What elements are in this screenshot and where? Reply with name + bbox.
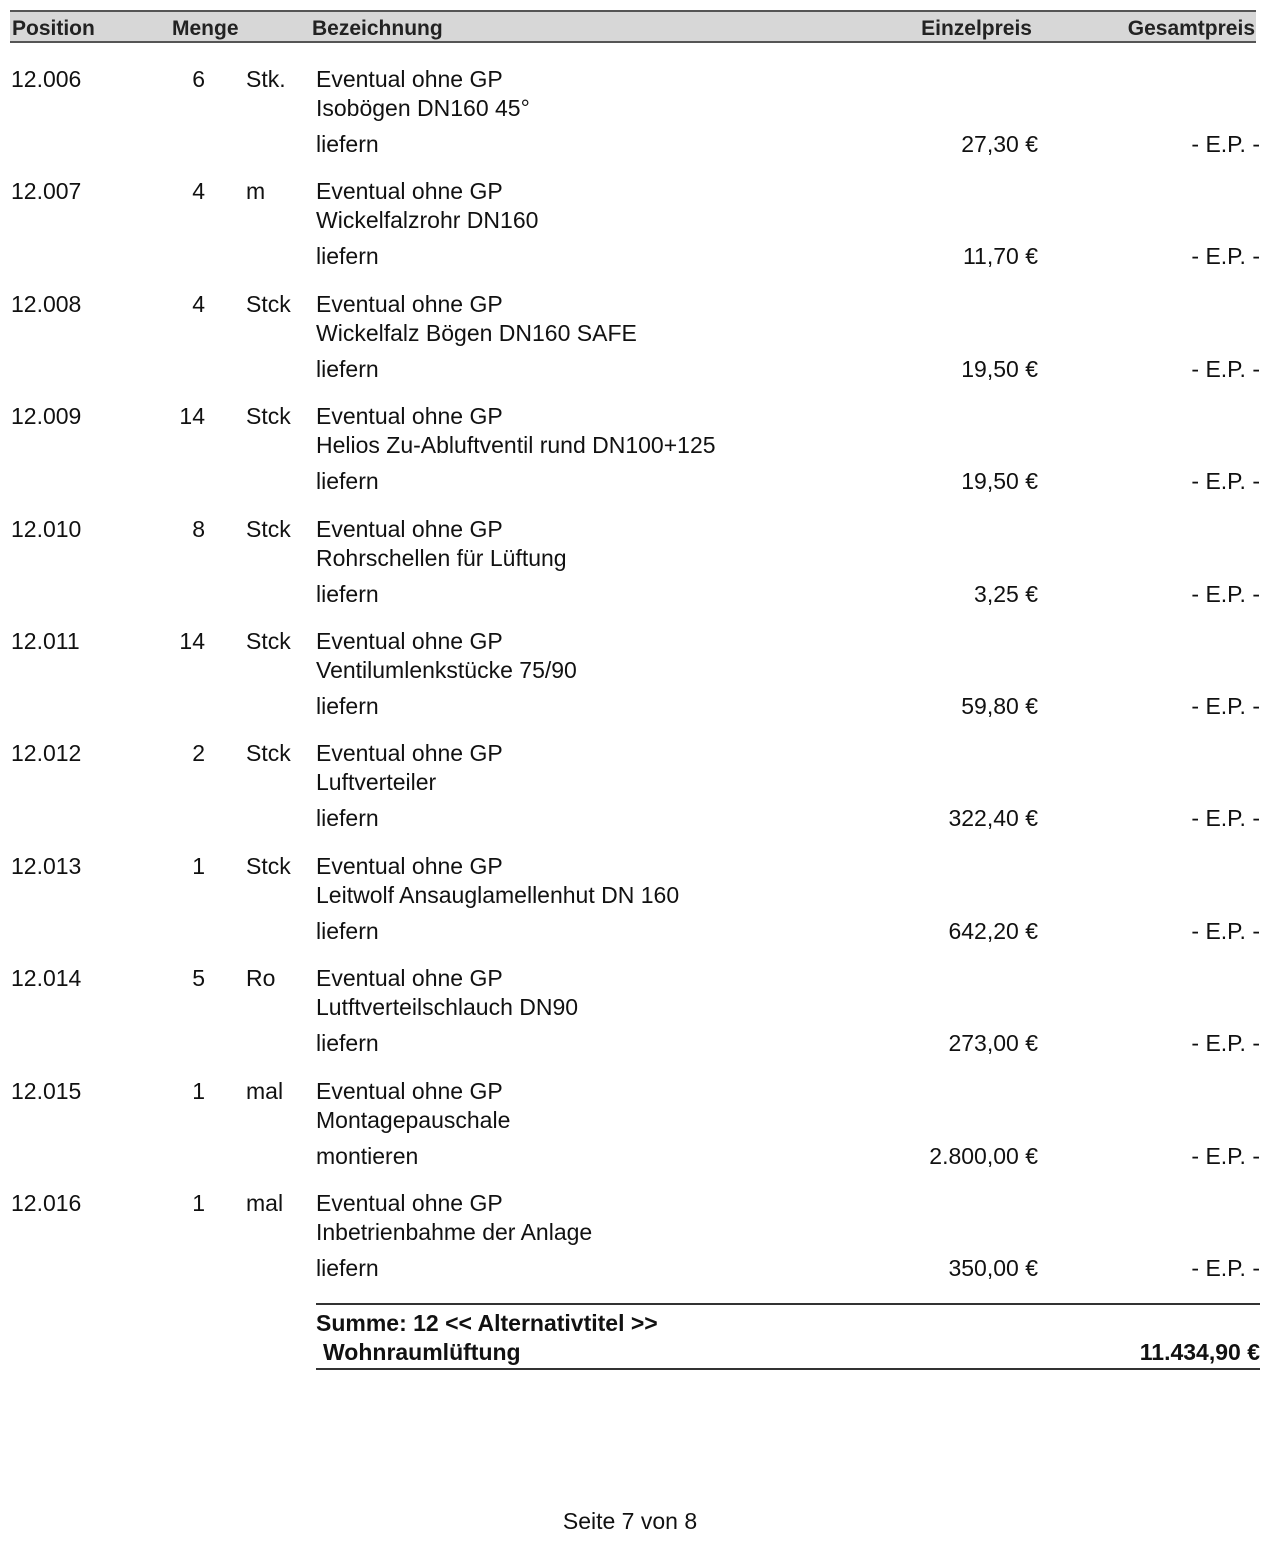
table-row bbox=[0, 514, 1280, 626]
summary-label: Summe: 12 << Alternativtitel >> bbox=[316, 1310, 658, 1336]
unit-price: 322,40 € bbox=[948, 805, 1038, 832]
items-list bbox=[0, 64, 1280, 1300]
description-action: liefern bbox=[316, 917, 379, 944]
summary-rule-top bbox=[316, 1303, 1260, 1305]
description-line-1: Eventual ohne GP bbox=[316, 178, 503, 205]
total-price: - E.P. - bbox=[1191, 1142, 1260, 1169]
total-price: - E.P. - bbox=[1191, 692, 1260, 719]
table-row bbox=[0, 738, 1280, 850]
description-line-1: Eventual ohne GP bbox=[316, 1077, 503, 1104]
quantity: 14 bbox=[179, 627, 205, 654]
quantity: 5 bbox=[192, 965, 205, 992]
quantity: 1 bbox=[192, 1077, 205, 1104]
header-menge: Menge bbox=[172, 17, 239, 40]
description-line-2: Montagepauschale bbox=[316, 1106, 511, 1133]
unit: Stck bbox=[246, 515, 291, 542]
description-line-2: Isobögen DN160 45° bbox=[316, 95, 530, 121]
table-row bbox=[0, 64, 1280, 176]
description-action: liefern bbox=[316, 1254, 379, 1281]
total-price: - E.P. - bbox=[1191, 580, 1260, 607]
unit-price: 642,20 € bbox=[948, 917, 1038, 944]
description-line-2: Inbetrienbahme der Anlage bbox=[316, 1218, 593, 1245]
description-line-2: Lutftverteilschlauch DN90 bbox=[316, 994, 579, 1021]
description-action: liefern bbox=[316, 131, 379, 157]
summary-total: 11.434,90 € bbox=[1139, 1339, 1260, 1365]
position-number: 12.011 bbox=[11, 627, 80, 654]
unit: Stck bbox=[246, 403, 291, 430]
description-line-2: Rohrschellen für Lüftung bbox=[316, 544, 567, 571]
unit-price: 350,00 € bbox=[948, 1254, 1038, 1281]
unit-price: 273,00 € bbox=[948, 1030, 1038, 1057]
unit: mal bbox=[246, 1077, 284, 1104]
description-line-1: Eventual ohne GP bbox=[316, 290, 503, 317]
unit: mal bbox=[246, 1189, 284, 1216]
total-price: - E.P. - bbox=[1191, 805, 1260, 832]
unit: Stck bbox=[246, 740, 291, 767]
header-einzelpreis: Einzelpreis bbox=[921, 17, 1032, 40]
quantity: 14 bbox=[179, 403, 205, 430]
unit-price: 19,50 € bbox=[961, 355, 1038, 382]
page-number: Seite 7 von 8 bbox=[562, 1508, 698, 1534]
total-price: - E.P. - bbox=[1191, 355, 1260, 382]
table-row bbox=[0, 1188, 1280, 1300]
header-position: Position bbox=[12, 17, 95, 40]
position-number: 12.013 bbox=[11, 852, 82, 879]
description-line-1: Eventual ohne GP bbox=[316, 965, 503, 992]
description-line-1: Eventual ohne GP bbox=[316, 1189, 503, 1216]
unit-price: 11,70 € bbox=[962, 243, 1038, 270]
quantity: 4 bbox=[192, 290, 205, 317]
table-row bbox=[0, 1076, 1280, 1188]
total-price: - E.P. - bbox=[1191, 243, 1260, 270]
description-line-2: Wickelfalzrohr DN160 bbox=[316, 207, 539, 234]
total-price: - E.P. - bbox=[1191, 131, 1260, 157]
total-price: - E.P. - bbox=[1191, 917, 1260, 944]
table-row bbox=[0, 851, 1280, 963]
unit-price: 59,80 € bbox=[961, 692, 1038, 719]
quantity: 1 bbox=[192, 852, 205, 879]
description-action: liefern bbox=[316, 355, 379, 382]
unit: Stck bbox=[246, 852, 291, 879]
summary-title: Wohnraumlüftung bbox=[323, 1339, 521, 1365]
total-price: - E.P. - bbox=[1191, 468, 1260, 495]
header-bezeichnung: Bezeichnung bbox=[312, 17, 443, 40]
description-action: liefern bbox=[316, 580, 379, 607]
unit: Ro bbox=[246, 965, 276, 992]
description-line-2: Helios Zu-Abluftventil rund DN100+125 bbox=[316, 432, 716, 459]
table-row bbox=[0, 176, 1280, 288]
description-action: liefern bbox=[316, 692, 379, 719]
table-header bbox=[10, 10, 1256, 43]
unit-price: 2.800,00 € bbox=[929, 1142, 1038, 1169]
description-action: montieren bbox=[316, 1142, 419, 1169]
quantity: 8 bbox=[192, 515, 205, 542]
header-gesamtpreis: Gesamtpreis bbox=[1127, 17, 1255, 40]
description-line-1: Eventual ohne GP bbox=[316, 852, 503, 879]
description-line-1: Eventual ohne GP bbox=[316, 740, 503, 767]
summary-rule-bottom bbox=[316, 1368, 1260, 1370]
unit-price: 27,30 € bbox=[961, 131, 1038, 157]
position-number: 12.015 bbox=[11, 1077, 82, 1104]
table-row bbox=[0, 963, 1280, 1075]
total-price: - E.P. - bbox=[1191, 1030, 1260, 1057]
table-row bbox=[0, 626, 1280, 738]
description-action: liefern bbox=[316, 243, 379, 270]
position-number: 12.007 bbox=[11, 178, 82, 205]
description-line-2: Ventilumlenkstücke 75/90 bbox=[316, 656, 577, 683]
quantity: 2 bbox=[192, 740, 205, 767]
position-number: 12.006 bbox=[11, 66, 82, 92]
description-line-2: Leitwolf Ansauglamellenhut DN 160 bbox=[316, 881, 680, 908]
unit-price: 19,50 € bbox=[961, 468, 1038, 495]
unit: Stck bbox=[246, 627, 291, 654]
unit: Stk. bbox=[246, 66, 286, 92]
unit: m bbox=[246, 178, 266, 205]
description-action: liefern bbox=[316, 805, 379, 832]
unit-price: 3,25 € bbox=[974, 580, 1038, 607]
quantity: 4 bbox=[192, 178, 205, 205]
position-number: 12.016 bbox=[11, 1189, 82, 1216]
description-line-1: Eventual ohne GP bbox=[316, 403, 503, 430]
position-number: 12.009 bbox=[11, 403, 82, 430]
description-line-2: Luftverteiler bbox=[316, 769, 437, 796]
position-number: 12.008 bbox=[11, 290, 82, 317]
quantity: 6 bbox=[192, 66, 205, 92]
description-line-2: Wickelfalz Bögen DN160 SAFE bbox=[316, 319, 637, 346]
total-price: - E.P. - bbox=[1191, 1254, 1260, 1281]
description-action: liefern bbox=[316, 1030, 379, 1057]
position-number: 12.014 bbox=[11, 965, 82, 992]
description-line-1: Eventual ohne GP bbox=[316, 627, 503, 654]
position-number: 12.010 bbox=[11, 515, 82, 542]
description-line-1: Eventual ohne GP bbox=[316, 515, 503, 542]
description-line-1: Eventual ohne GP bbox=[316, 66, 503, 92]
description-action: liefern bbox=[316, 468, 379, 495]
unit: Stck bbox=[246, 290, 291, 317]
table-row bbox=[0, 289, 1280, 401]
position-number: 12.012 bbox=[11, 740, 82, 767]
quantity: 1 bbox=[192, 1189, 205, 1216]
table-row bbox=[0, 401, 1280, 513]
